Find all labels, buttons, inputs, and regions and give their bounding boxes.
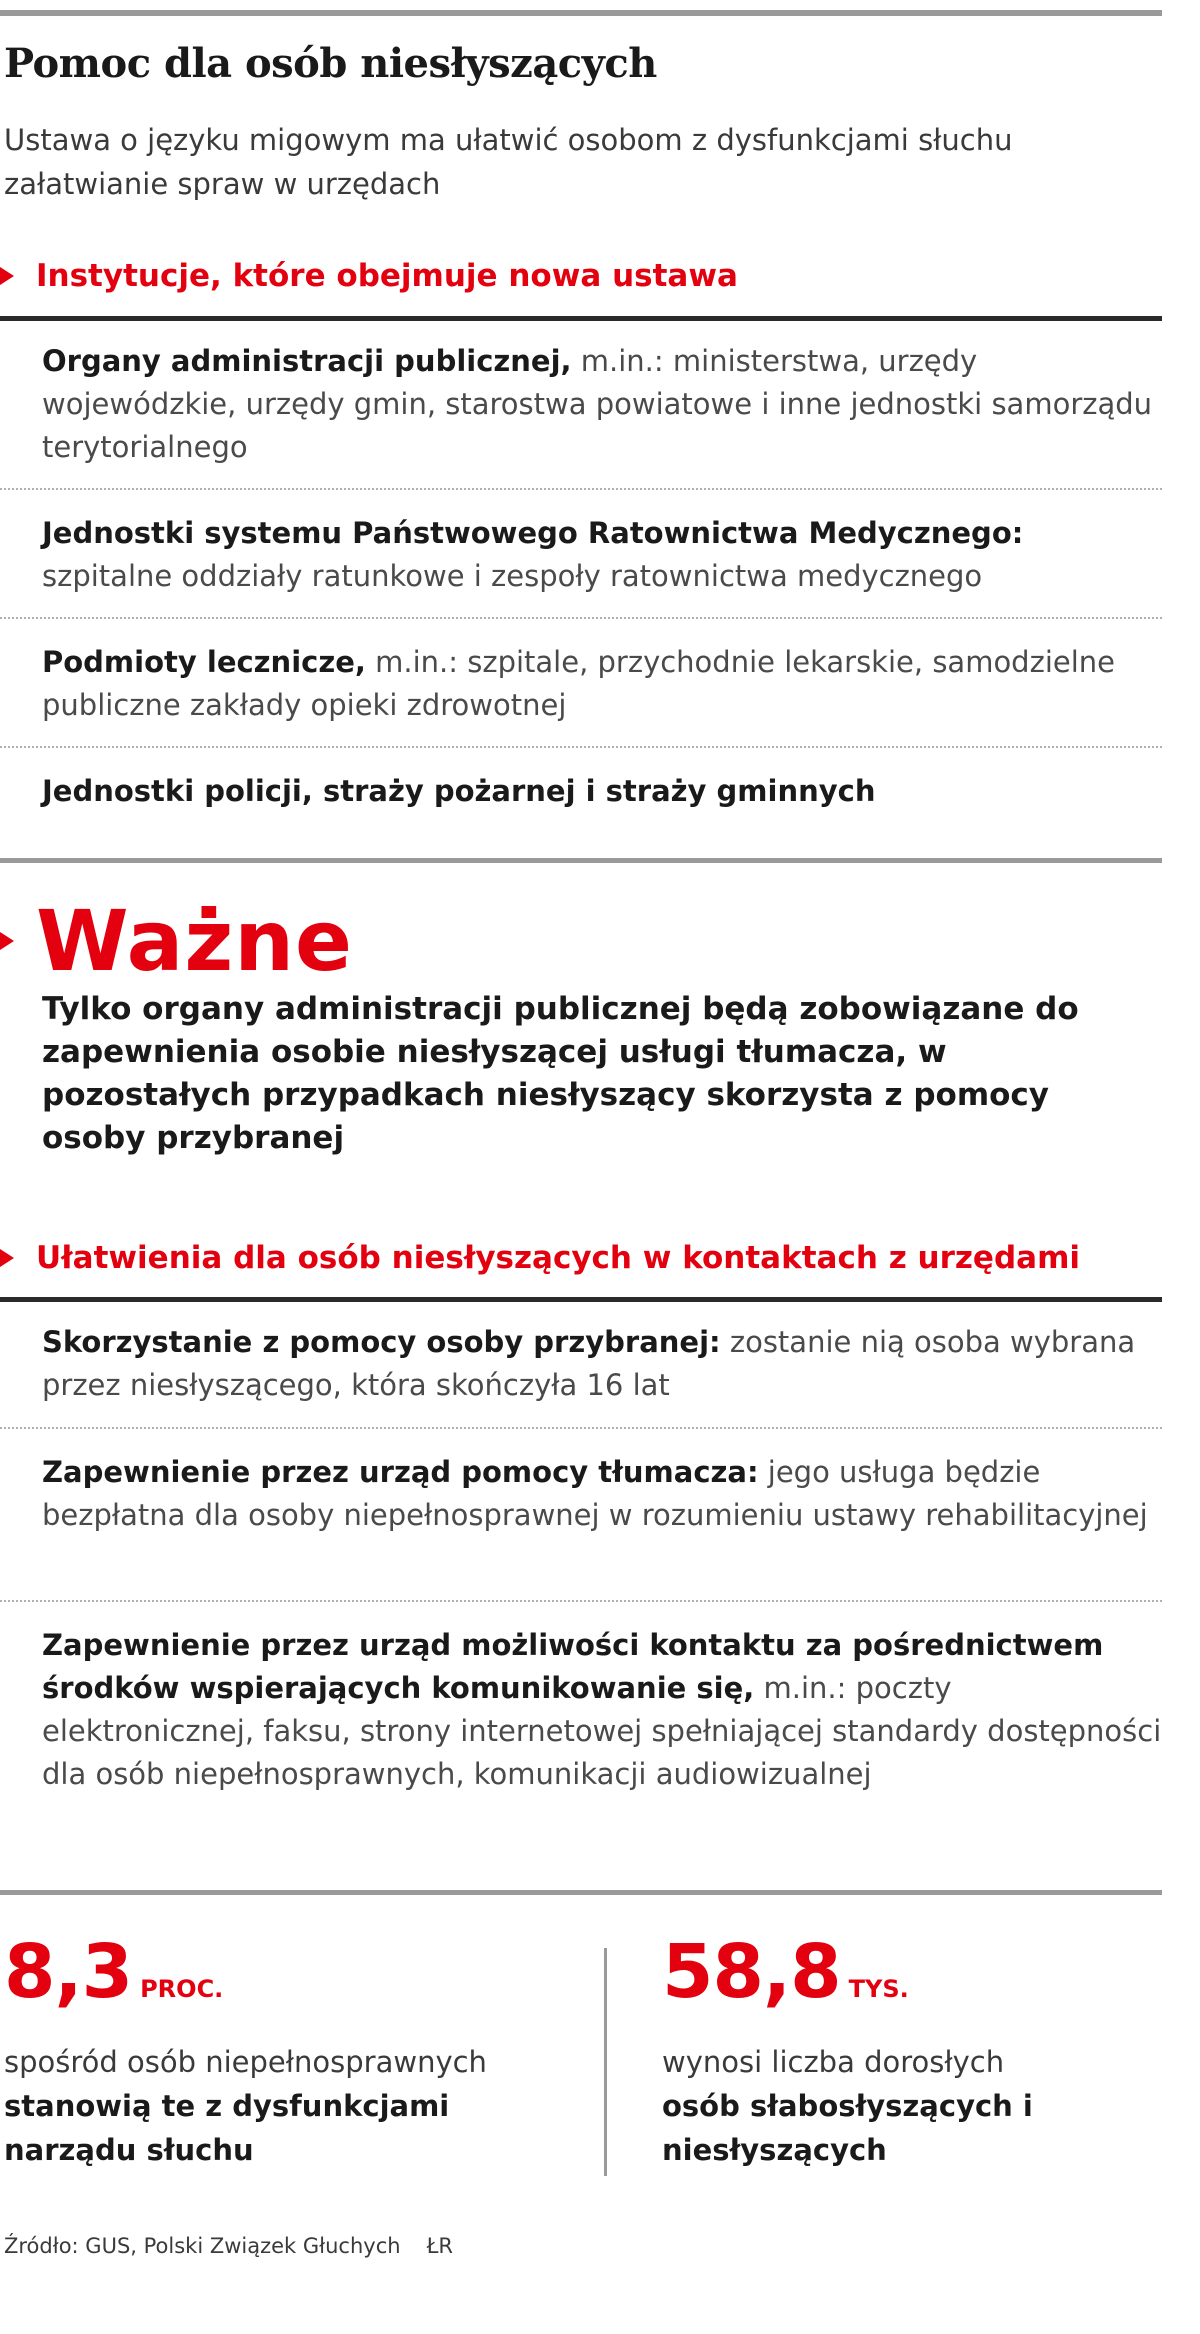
stat-value: 58,8: [662, 1929, 841, 2015]
section-institutions-heading: [0, 258, 738, 294]
section-rule: [0, 1297, 1162, 1302]
divider: [0, 746, 1162, 748]
item-bold: Zapewnienie przez urząd możliwości kontaktu za pośrednictwem środków wspierających komunikowanie się,: [42, 1628, 1104, 1705]
list-item: [42, 1321, 1162, 1407]
divider: [0, 488, 1162, 490]
subtitle: Ustawa o języku migowym ma ułatwić osobom z dysfunkcjami słuchu załatwianie spraw w urzędach: [4, 123, 1013, 201]
section-rule: [0, 1890, 1162, 1895]
arrow-right-icon: [0, 932, 14, 950]
arrow-right-icon: [0, 267, 14, 285]
section-heading-label: Instytucje, które obejmuje nowa ustawa: [36, 258, 738, 294]
source-text: Źródło: GUS, Polski Związek Głuchych: [4, 2234, 401, 2258]
list-item: [42, 1451, 1162, 1537]
stat-description: [4, 2040, 564, 2172]
divider: [0, 617, 1162, 619]
item-bold: Skorzystanie z pomocy osoby przybranej:: [42, 1325, 721, 1359]
list-item: [42, 340, 1162, 469]
section-rule: [0, 316, 1162, 321]
section-rule: [0, 858, 1162, 863]
stat-percent: [4, 1930, 223, 2014]
item-bold: Podmioty lecznicze,: [42, 645, 366, 679]
stat-text: wynosi liczba dorosłych: [662, 2045, 1005, 2079]
top-rule: [0, 10, 1162, 16]
item-text: m.in.: poczty elektronicznej, faksu, strony internetowej spełniającej standardy dostępności dla osób niepełnosprawnych, komunikacji audiowizualnej: [42, 1671, 1162, 1791]
item-text: jego usługa będzie bezpłatna dla osoby niepełnosprawnej w rozumieniu ustawy rehabilitacyjnej: [42, 1455, 1148, 1532]
item-text: szpitalne oddziały ratunkowe i zespoły ratownictwa medycznego: [42, 559, 983, 593]
arrow-right-icon: [0, 1249, 14, 1267]
important-heading: [0, 893, 353, 989]
author-credit: ŁR: [426, 2234, 453, 2258]
stat-unit: TYS.: [848, 1975, 909, 2003]
list-item: [42, 641, 1162, 727]
stat-thousands: [662, 1930, 909, 2014]
stat-value: 8,3: [4, 1929, 133, 2015]
important-text: Tylko organy administracji publicznej będą zobowiązane do zapewnienia osobie niesłyszącej usługi tłumacza, w pozostałych przypadkach niesłyszący skorzysta z pomocy osoby przybranej: [42, 991, 1079, 1156]
divider: [0, 1427, 1162, 1429]
list-item: [42, 1624, 1162, 1796]
item-text: m.in.: ministerstwa, urzędy wojewódzkie, urzędy gmin, starostwa powiatowe i inne jednostki samorządu terytorialnego: [42, 344, 1153, 464]
item-bold: Jednostki systemu Państwowego Ratownictwa Medycznego:: [42, 516, 1024, 550]
stat-bold-text: stanowią te z dysfunkcjami narządu słuchu: [4, 2089, 450, 2167]
stat-unit: PROC.: [140, 1975, 224, 2003]
stat-text: spośród osób niepełnosprawnych: [4, 2045, 487, 2079]
source-footer: [4, 2234, 453, 2258]
vertical-divider: [604, 1948, 607, 2176]
stat-bold-text: osób słabosłyszących i niesłyszących: [662, 2089, 1033, 2167]
list-item: [42, 770, 1162, 813]
list-item: [42, 512, 1162, 598]
item-text: m.in.: szpitale, przychodnie lekarskie, samodzielne publiczne zakłady opieki zdrowotnej: [42, 645, 1115, 722]
item-bold: Jednostki policji, straży pożarnej i straży gminnych: [42, 774, 876, 808]
section-heading-label: Ułatwienia dla osób niesłyszących w kontaktach z urzędami: [36, 1240, 1080, 1276]
item-bold: Zapewnienie przez urząd pomocy tłumacza:: [42, 1455, 759, 1489]
stat-description: [662, 2040, 1142, 2172]
divider: [0, 1600, 1162, 1602]
item-text: zostanie nią osoba wybrana przez niesłyszącego, która skończyła 16 lat: [42, 1325, 1136, 1402]
important-label: Ważne: [36, 892, 354, 990]
page-title: Pomoc dla osób niesłyszących: [4, 40, 657, 87]
item-bold: Organy administracji publicznej,: [42, 344, 572, 378]
section-facilities-heading: [0, 1240, 1080, 1276]
